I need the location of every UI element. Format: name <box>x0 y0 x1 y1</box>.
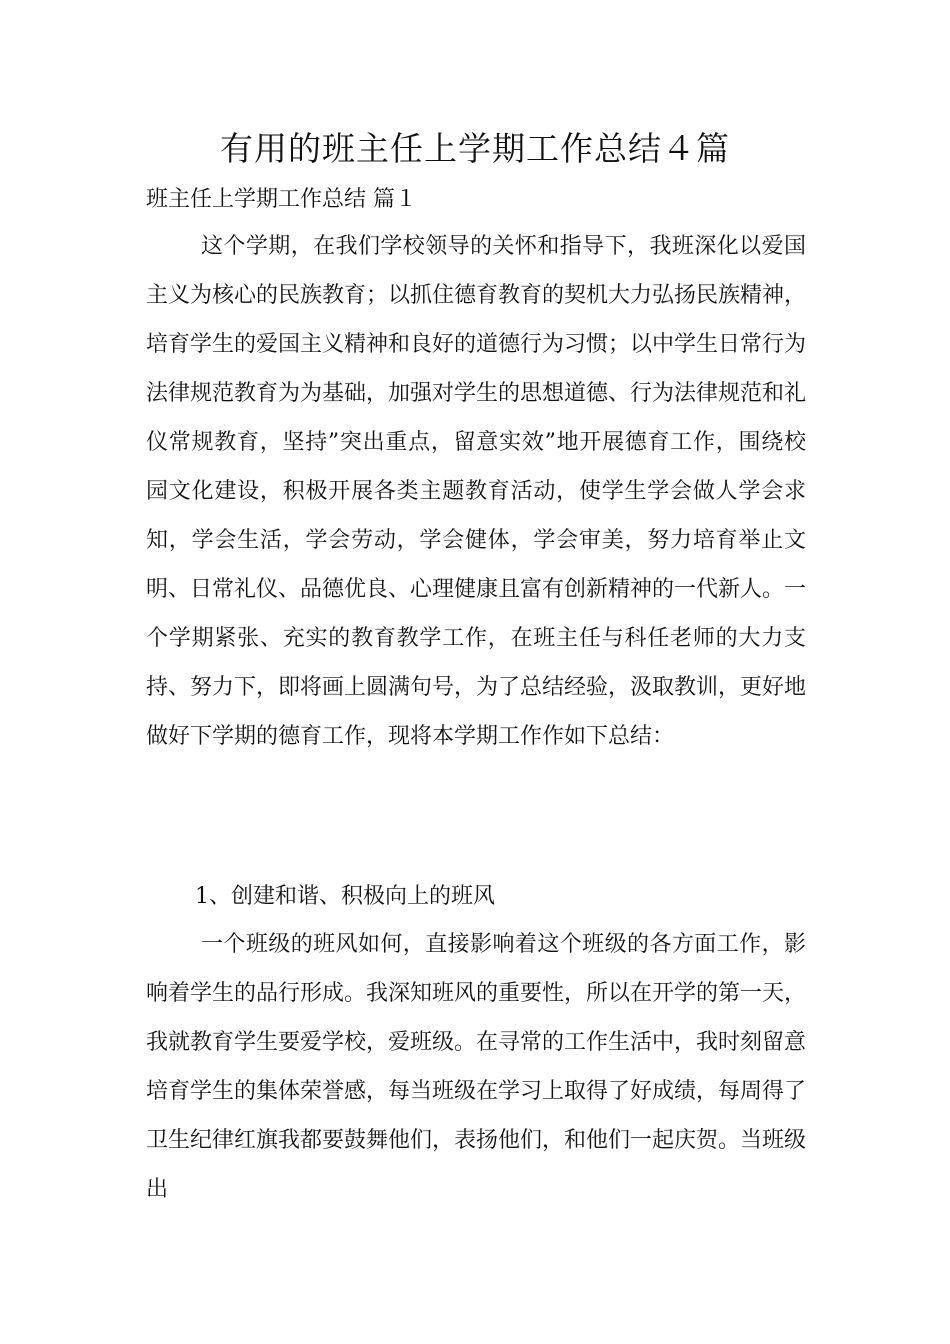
section-subtitle: 班主任上学期工作总结 篇１ <box>146 187 417 212</box>
document-title: 有用的班主任上学期工作总结４篇 <box>220 129 730 168</box>
section-heading-1: 1、创建和谐、积极向上的班风 <box>195 884 495 909</box>
paragraph-intro: 这个学期，在我们学校领导的关怀和指导下，我班深化以爱国主义为核心的民族教育；以抓住德育教育的契机大力弘扬民族精神，培育学生的爱国主义精神和良好的道德行为习惯；以中学生日常行为法律规范教育为为基础，加强对学生的思想道德、行为法律规范和礼仪常规教育，坚持”突出重点，留意实效”地开展德育工作，围绕校园文化建设，积极开展各类主题教育活动，使学生学会做人学会求知，学会生活，学会劳动，学会健体，学会审美，努力培育举止文明、日常礼仪、品德优良、心理健康且富有创新精神的一代新人。一个学期紧张、充实的教育教学工作，在班主任与科任老师的大力支持、努力下，即将画上圆满句号，为了总结经验，汲取教训，更好地做好下学期的德育工作，现将本学期工作作如下总结： <box>146 234 807 749</box>
paragraph-class-spirit: 一个班级的班风如何，直接影响着这个班级的各方面工作，影响着学生的品行形成。我深知班风的重要性，所以在开学的第一天，我就教育学生要爱学校，爱班级。在寻常的工作生活中，我时刻留意培育学生的集体荣誉感，每当班级在学习上取得了好成绩，每周得了卫生纪律红旗我都要鼓舞他们，表扬他们，和他们一起庆贺。当班级出 <box>146 932 807 1202</box>
